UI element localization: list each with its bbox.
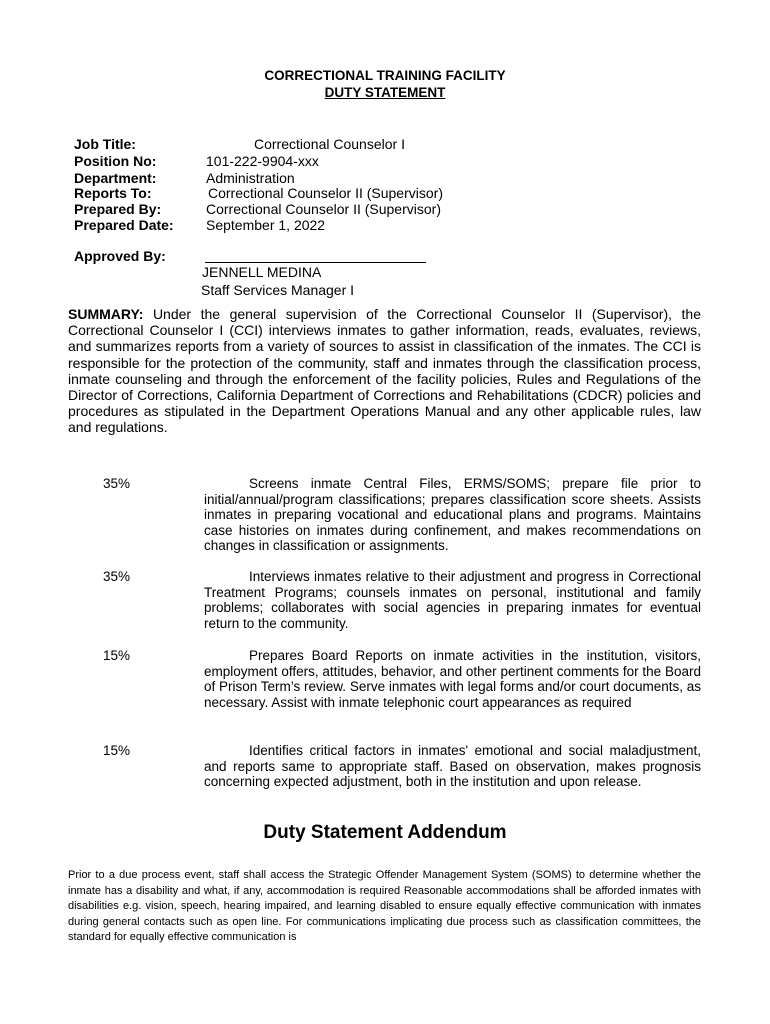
approver-title: Staff Services Manager I xyxy=(201,282,355,298)
addendum-paragraph: Prior to a due process event, staff shall access the Strategic Offender Management System (SOMS) to determine whether the inmate has a disability and what, if any, accommodation is required Reasonable accommodations shall be afforded inmates with disabilities e.g. vision, speech, hearing impaired, and learning disabled to ensure equally effective communication with inmates during general contacts such as open line. For communications implicating due process such as classification committees, the standard for equally effective communication is xyxy=(68,869,701,943)
duty-description: Prepares Board Reports on inmate activities in the institution, visitors, employment offers, attitudes, behavior, and other pertinent comments for the Board of Prison Term’s review. Serve inmates with legal forms and/or court documents, as necessary. Assist with inmate telephonic court appearances as required xyxy=(204,648,701,710)
duty-percent: 15% xyxy=(103,648,131,663)
position-no-label: Position No: xyxy=(74,153,157,169)
duty-description: Identifies critical factors in inmates' emotional and social maladjustment, and reports same to appropriate staff. Based on observation, makes prognosis concerning expected adjustment, both in the institution and upon release. xyxy=(204,743,701,790)
approver-name: JENNELL MEDINA xyxy=(202,264,322,280)
department-label: Department: xyxy=(74,170,157,186)
signature-line xyxy=(205,262,426,263)
approved-by-label: Approved By: xyxy=(74,248,166,264)
facility-title: CORRECTIONAL TRAINING FACILITY xyxy=(264,68,506,83)
department-value: Administration xyxy=(206,170,295,186)
prepared-by-label: Prepared By: xyxy=(74,201,162,217)
position-no-value: 101-222-9904-xxx xyxy=(206,153,319,169)
reports-to-value: Correctional Counselor II (Supervisor) xyxy=(208,185,443,201)
duty-description: Interviews inmates relative to their adjustment and progress in Correctional Treatment Programs; counsels inmates on personal, institutional and family problems; collaborates with social agencies in preparing inmates for eventual return to the community. xyxy=(204,569,701,631)
reports-to-label: Reports To: xyxy=(74,185,152,201)
prepared-date-label: Prepared Date: xyxy=(74,217,174,233)
job-title-value: Correctional Counselor I xyxy=(254,136,405,152)
document-title: DUTY STATEMENT xyxy=(324,85,446,100)
summary-label: SUMMARY: xyxy=(68,306,144,322)
job-title-label: Job Title: xyxy=(74,136,136,152)
duty-percent: 35% xyxy=(103,569,131,584)
addendum-title: Duty Statement Addendum xyxy=(263,822,507,843)
duty-percent: 15% xyxy=(103,743,131,758)
prepared-by-value: Correctional Counselor II (Supervisor) xyxy=(206,201,441,217)
duty-description: Screens inmate Central Files, ERMS/SOMS; prepare file prior to initial/annual/program classifications; prepares classification score sheets. Assists inmates in preparing vocational and educational plans and programs. Maintains case histories on inmates during confinement, and makes recommendations on changes in classification or assignments. xyxy=(204,476,701,554)
summary-paragraph xyxy=(68,306,701,436)
duty-percent: 35% xyxy=(103,476,131,491)
summary-text: Under the general supervision of the Correctional Counselor II (Supervisor), the Correctional Counselor I (CCI) interviews inmates to gather information, reads, evaluates, reviews, and summarizes reports from a variety of sources to assist in classification of the inmates. The CCI is responsible for the protection of the community, staff and inmates through the classification process, inmate counseling and through the enforcement of the facility policies, Rules and Regulations of the Director of Corrections, California Department of Corrections and Rehabilitations (CDCR) policies and procedures as stipulated in the Department Operations Manual and any other applicable rules, law and regulations. xyxy=(68,306,701,436)
prepared-date-value: September 1, 2022 xyxy=(206,217,326,233)
